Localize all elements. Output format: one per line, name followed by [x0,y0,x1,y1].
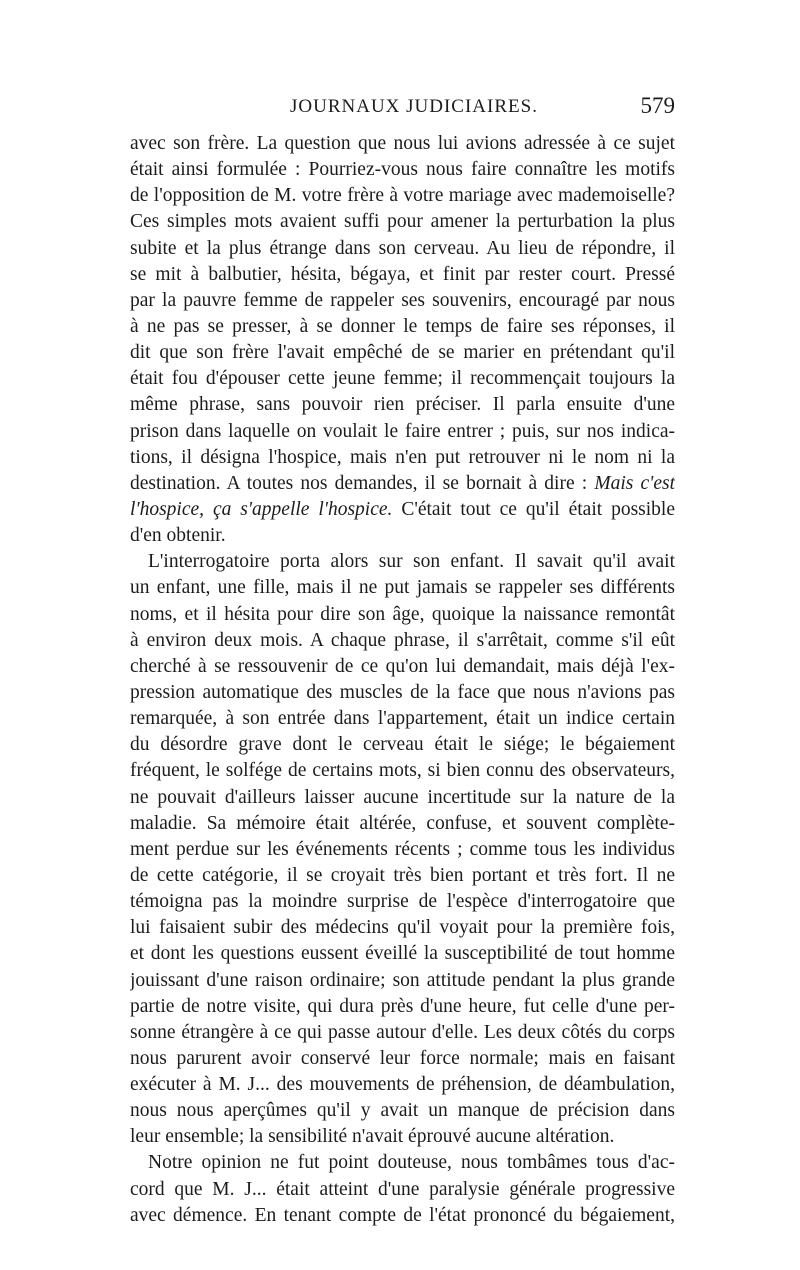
text-line: se mit à balbutier, hésita, bégaya, et finit par rester court. Pressé [130,263,675,285]
text-line: avec son frère. La question que nous lui avions adressée à ce sujet [130,133,675,154]
text-line: cherché à se ressouvenir de ce qu'on lui demandait, mais déjà l'ex- [130,655,675,677]
text-line: était ainsi formulée : Pourriez-vous nous faire connaître les motifs [130,159,675,181]
text-line-paragraph-start: Notre opinion ne fut point douteuse, nous tombâmes tous d'ac- [148,1152,675,1174]
text-line: était fou d'épouser cette jeune femme; il recommençait toujours la [130,368,675,390]
text-line-paragraph-end: leur ensemble; la sensibilité n'avait éprouvé aucune altération. [130,1126,615,1148]
quote-italic-part1: Mais c'est [594,472,675,494]
text-line: ne pouvait d'ailleurs laisser aucune incertitude sur la nature de la [130,786,675,808]
text-line: prison dans laquelle on voulait le faire entrer ; puis, sur nos indica- [130,420,675,442]
text-line: remarquée, à son entrée dans l'appartement, était un indice certain [130,708,675,730]
running-head [130,92,675,126]
text-line: pression automatique des muscles de la face que nous n'avions pas [130,681,675,703]
text-line: avec démence. En tenant compte de l'état prononcé du bégaiement, [130,1204,675,1226]
text-line: noms, et il hésita pour dire son âge, quoique la naissance remontât [130,603,675,625]
text-line: sonne étrangère à ce qui passe autour d'elle. Les deux côtés du corps [130,1021,675,1043]
text-line: de l'opposition de M. votre frère à votre mariage avec mademoiselle? [130,185,675,207]
text-line: nous parurent avoir conservé leur force normale; mais en faisant [130,1047,675,1069]
text-line: exécuter à M. J... des mouvements de préhension, de déambulation, [130,1074,675,1096]
text-line-paragraph-start: L'interrogatoire porta alors sur son enfant. Il savait qu'il avait [148,551,675,573]
text-line: ment perdue sur les événements récents ; comme tous les individus [130,838,675,860]
text-line: témoigna pas la moindre surprise de l'espèce d'interrogatoire que [130,891,675,913]
text-line: de cette catégorie, il se croyait très bien portant et très fort. Il ne [130,864,675,886]
text-line: Ces simples mots avaient suffi pour amener la perturbation la plus [130,211,675,233]
body-text [130,131,675,1229]
text-line: partie de notre visite, qui dura près d'une heure, fut celle d'une per- [130,995,675,1017]
quote-trailing-text: C'était tout ce qu'il était possible [401,498,675,520]
text-line: nous nous aperçûmes qu'il y avait un manque de précision dans [130,1100,675,1122]
text-line: maladie. Sa mémoire était altérée, confuse, et souvent complète- [130,812,675,834]
quote-lead-text: destination. A toutes nos demandes, il se bornait à dire : [130,472,588,494]
page-number: 579 [640,93,675,118]
text-line: lui faisaient subir des médecins qu'il voyait pour la première fois, [130,917,675,939]
text-line-paragraph-end: d'en obtenir. [130,525,226,547]
text-line: même phrase, sans pouvoir rien préciser. Il parla ensuite d'une [130,394,675,416]
text-line: tions, il désigna l'hospice, mais n'en put retrouver ni le nom ni la [130,446,675,468]
text-line: fréquent, le solfége de certains mots, si bien connu des observateurs, [130,760,675,782]
text-line: et dont les questions eussent éveillé la susceptibilité de tout homme [130,943,675,965]
text-line: à environ deux mois. A chaque phrase, il s'arrêtait, comme s'il eût [130,629,675,651]
text-line: du désordre grave dont le cerveau était le siége; le bégaiement [130,734,675,756]
running-title: JOURNAUX JUDICIAIRES. [290,96,538,117]
text-line-quote-start [130,471,675,497]
text-line: un enfant, une fille, mais il ne put jamais se rappeler ses différents [130,577,675,599]
text-line: par la pauvre femme de rappeler ses souvenirs, encouragé par nous [130,289,675,311]
text-line: cord que M. J... était atteint d'une paralysie générale progressive [130,1178,675,1200]
quote-italic-part2: l'hospice, ça s'appelle l'hospice. [130,498,393,520]
text-line: à ne pas se presser, à se donner le temps de faire ses réponses, il [130,315,675,337]
text-line-quote-end [130,497,675,523]
text-line: jouissant d'une raison ordinaire; son attitude pendant la plus grande [130,969,675,991]
text-line: dit que son frère l'avait empêché de se marier en prétendant qu'il [130,342,675,364]
text-line: subite et la plus étrange dans son cerveau. Au lieu de répondre, il [130,237,675,259]
